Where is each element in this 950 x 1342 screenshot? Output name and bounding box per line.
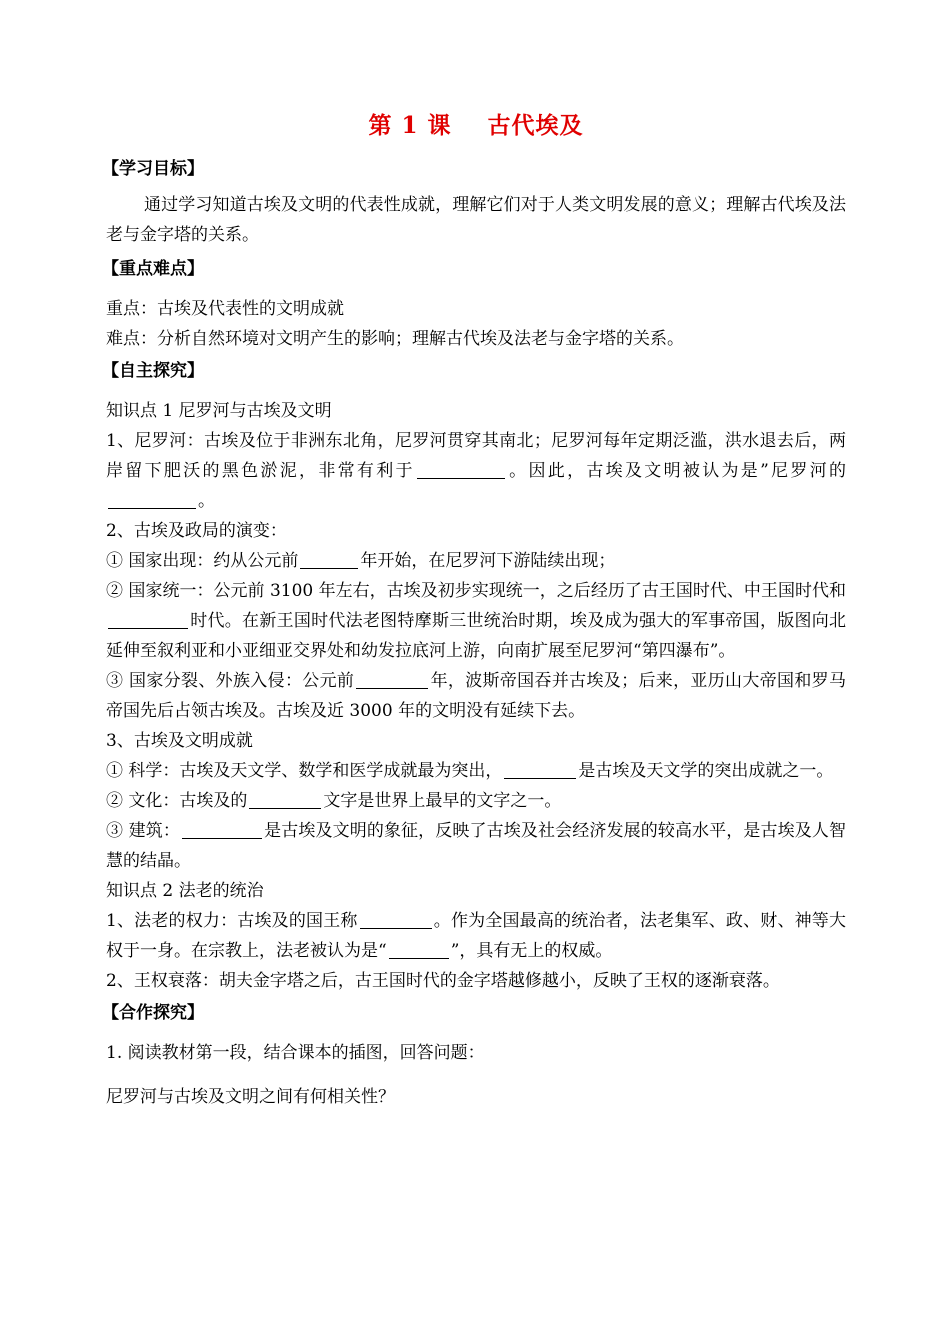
- politics-item-3-a: ③ 国家分裂、外族入侵：公元前: [106, 671, 355, 691]
- achievement-science: [106, 756, 846, 786]
- pharaoh-power-c: ”，具有无上的权威。: [450, 941, 613, 961]
- fill-blank[interactable]: [108, 490, 196, 509]
- achievement-culture-a: ② 文化：古埃及的: [106, 791, 248, 811]
- achievement-science-a: ① 科学：古埃及天文学、数学和医学成就最为突出，: [106, 761, 503, 781]
- nile-item-text-c: 。: [198, 491, 215, 511]
- self-study-heading: 【自主探究】: [102, 361, 204, 381]
- politics-item-3-b: 年，波斯帝国吞并古埃及；后来，亚历山大帝国和罗马帝国先后占领古埃及。古埃及近 3000 年的文明没有延续下去。: [106, 671, 846, 721]
- nile-item-text-b: 。因此，古埃及文明被认为是”尼罗河的: [506, 461, 847, 481]
- achievement-science-b: 是古埃及天文学的突出成就之一。: [578, 761, 834, 781]
- question-1: 1. 阅读教材第一段，结合课本的插图，回答问题：: [106, 1043, 485, 1063]
- nile-item-text-a: 1、尼罗河：古埃及位于非洲东北角，尼罗河贯穿其南北；尼罗河每年定期泛滥，洪水退去后，两岸留下肥沃的黑色淤泥，非常有利于: [106, 431, 846, 481]
- fill-blank[interactable]: [182, 820, 262, 839]
- achievement-culture: [106, 786, 846, 816]
- politics-item-1: [106, 546, 846, 576]
- fill-blank[interactable]: [504, 760, 576, 779]
- fill-blank[interactable]: [356, 670, 428, 689]
- fill-blank[interactable]: [389, 940, 449, 959]
- achievement-architecture: [106, 816, 846, 876]
- nile-item: [106, 426, 846, 516]
- royal-decline-item: 2、王权衰落：胡夫金字塔之后，古王国时代的金字塔越修越小，反映了王权的逐渐衰落。: [106, 971, 780, 991]
- focus-text: 重点：古埃及代表性的文明成就: [106, 299, 344, 319]
- objectives-heading: 【学习目标】: [102, 159, 204, 179]
- pharaoh-power-item: [106, 906, 846, 966]
- pharaoh-power-b: 。作为全国最高的统治者，法老集军、政、财、神等大权于一身。在宗教上，法老被认为是“: [106, 911, 846, 961]
- politics-item-2-a: ② 国家统一：公元前 3100 年左右，古埃及初步实现统一，之后经历了古王国时代、中王国时代和: [106, 581, 846, 601]
- difficulty-text: 难点：分析自然环境对文明产生的影响；理解古代埃及法老与金字塔的关系。: [106, 329, 684, 349]
- key-points-heading: 【重点难点】: [102, 259, 204, 279]
- cooperative-heading: 【合作探究】: [102, 1003, 204, 1023]
- page-title: 第 1 课 古代埃及: [368, 112, 584, 139]
- pharaoh-power-a: 1、法老的权力：古埃及的国王称: [106, 911, 358, 931]
- politics-title: 2、古埃及政局的演变：: [106, 521, 287, 541]
- achievement-architecture-b: 是古埃及文明的象征，反映了古埃及社会经济发展的较高水平，是古埃及人智慧的结晶。: [106, 821, 847, 871]
- knowledge-point-1-title: 知识点 1 尼罗河与古埃及文明: [106, 401, 332, 421]
- fill-blank[interactable]: [300, 550, 358, 569]
- fill-blank[interactable]: [249, 790, 321, 809]
- question-1-sub: 尼罗河与古埃及文明之间有何相关性？: [106, 1087, 395, 1107]
- politics-item-2: [106, 576, 846, 666]
- fill-blank[interactable]: [417, 460, 505, 479]
- politics-item-1-b: 年开始，在尼罗河下游陆续出现；: [360, 551, 616, 571]
- fill-blank[interactable]: [360, 910, 432, 929]
- achievements-title: 3、古埃及文明成就: [106, 731, 253, 751]
- knowledge-point-2-title: 知识点 2 法老的统治: [106, 881, 264, 901]
- politics-item-3: [106, 666, 846, 726]
- politics-item-1-a: ① 国家出现：约从公元前: [106, 551, 299, 571]
- document-page: [102, 110, 847, 1112]
- achievement-culture-b: 文字是世界上最早的文字之一。: [323, 791, 562, 811]
- objectives-text: 通过学习知道古埃及文明的代表性成就，理解它们对于人类文明发展的意义；理解古代埃及法老与金字塔的关系。: [106, 195, 846, 245]
- achievement-architecture-a: ③ 建筑：: [106, 821, 180, 841]
- politics-item-2-b: 时代。在新王国时代法老图特摩斯三世统治时期，埃及成为强大的军事帝国，版图向北延伸至叙利亚和小亚细亚交界处和幼发拉底河上游，向南扩展至尼罗河“第四瀑布”。: [106, 611, 846, 661]
- fill-blank[interactable]: [108, 610, 188, 629]
